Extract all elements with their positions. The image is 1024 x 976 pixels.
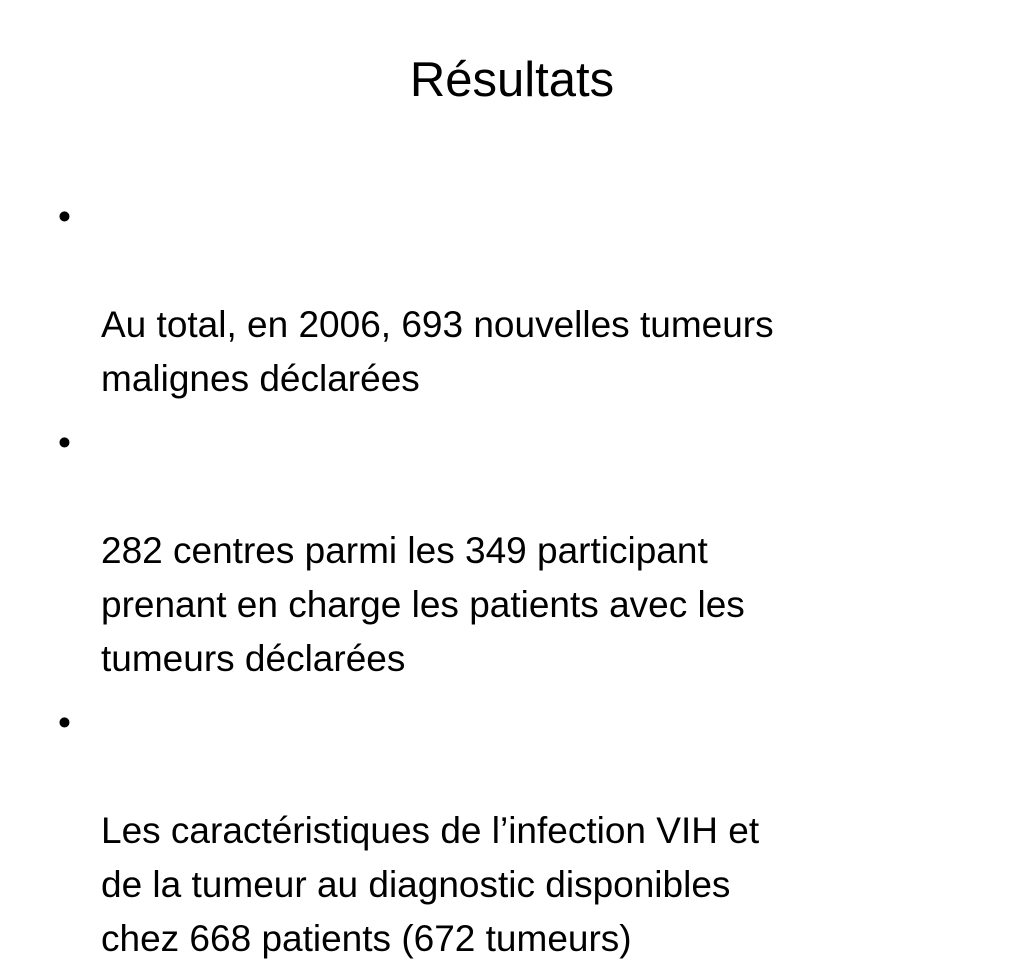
bullet-icon: •	[58, 422, 71, 463]
bullet-icon: •	[58, 196, 71, 237]
bullet-item	[58, 190, 958, 406]
bullet-item	[58, 696, 958, 966]
bullet-list	[58, 190, 958, 976]
bullet-icon: •	[58, 702, 71, 743]
bullet-text: Les caractéristiques de l’infection VIH et de la tumeur au diagnostic disponibles chez 668 patients (672 tumeurs)	[101, 810, 760, 959]
bullet-text: 282 centres parmi les 349 participant prenant en charge les patients avec les tumeurs déclarées	[101, 530, 745, 679]
bullet-text: Au total, en 2006, 693 nouvelles tumeurs malignes déclarées	[101, 304, 774, 399]
bullet-item	[58, 416, 958, 686]
slide-title: Résultats	[409, 53, 615, 107]
